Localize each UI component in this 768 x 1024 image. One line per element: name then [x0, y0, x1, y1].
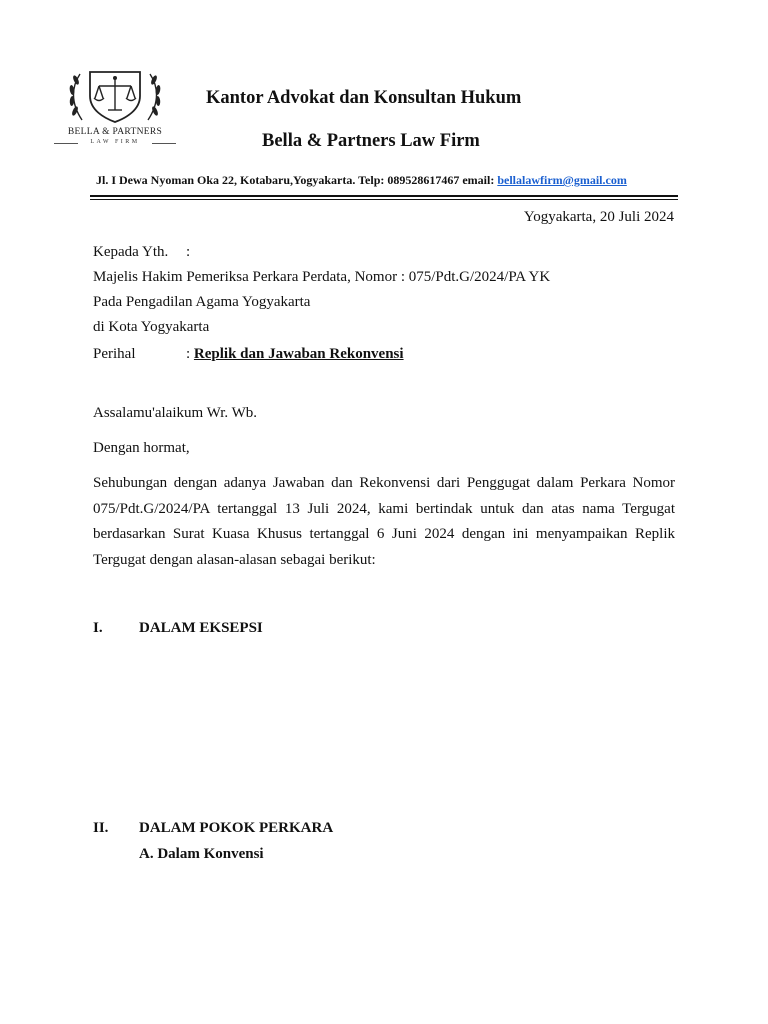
recipient-colon: :	[186, 244, 191, 260]
paragraph-line: Tergugat dengan alasan-alasan sebagai berikut:	[93, 551, 376, 568]
recipient-line-2: Pada Pengadilan Agama Yogyakarta	[93, 294, 311, 310]
letterhead-firm-name: Bella & Partners Law Firm	[262, 131, 480, 151]
salutation: Dengan hormat,	[93, 440, 190, 456]
scales-of-justice-icon	[52, 66, 178, 128]
recipient-line-3: di Kota Yogyakarta	[93, 319, 210, 335]
subject-value: Replik dan Jawaban Rekonvensi	[193, 346, 404, 362]
recipient-line-1: Majelis Hakim Pemeriksa Perkara Perdata, Nomor : 075/Pdt.G/2024/PA YK	[93, 269, 551, 285]
logo-firm-name: BELLA & PARTNERS	[67, 127, 163, 137]
address-text: Jl. I Dewa Nyoman Oka 22, Kotabaru,Yogyakarta. Telp: 089528617467 email:	[96, 173, 498, 187]
letter-date: Yogyakarta, 20 Juli 2024	[523, 209, 674, 225]
section-heading: DALAM POKOK PERKARA	[139, 820, 334, 836]
letterhead-divider-thick	[90, 195, 678, 197]
opening-paragraph	[93, 471, 675, 573]
letterhead-divider-thin	[90, 199, 678, 200]
greeting: Assalamu'alaikum Wr. Wb.	[93, 405, 258, 421]
logo-divider-right	[152, 143, 176, 144]
section-number: II.	[93, 820, 109, 836]
recipient-label: Kepada Yth.	[93, 244, 169, 260]
section-heading: DALAM EKSEPSI	[139, 620, 263, 636]
subject-colon: :	[186, 346, 194, 362]
section-number: I.	[93, 620, 103, 636]
logo-subtitle: LAW FIRM	[90, 139, 140, 145]
firm-logo	[52, 66, 178, 150]
subsection-heading: A. Dalam Konvensi	[139, 846, 264, 862]
subject	[186, 345, 404, 363]
letterhead-title: Kantor Advokat dan Konsultan Hukum	[206, 88, 522, 108]
paragraph-line: 075/Pdt.G/2024/PA tertanggal 13 Juli 2024, kami bertindak untuk dan atas nama Tergugat	[93, 500, 675, 517]
email-link[interactable]: bellalawfirm@gmail.com	[497, 173, 627, 187]
subject-label: Perihal	[93, 346, 136, 362]
paragraph-line: Sehubungan dengan adanya Jawaban dan Rekonvensi dari Penggugat dalam Perkara Nomor	[93, 475, 675, 491]
letterhead-address	[96, 173, 627, 188]
paragraph-line: berdasarkan Surat Kuasa Khusus tertanggal 6 Juni 2024 dengan ini menyampaikan Replik	[93, 526, 675, 542]
